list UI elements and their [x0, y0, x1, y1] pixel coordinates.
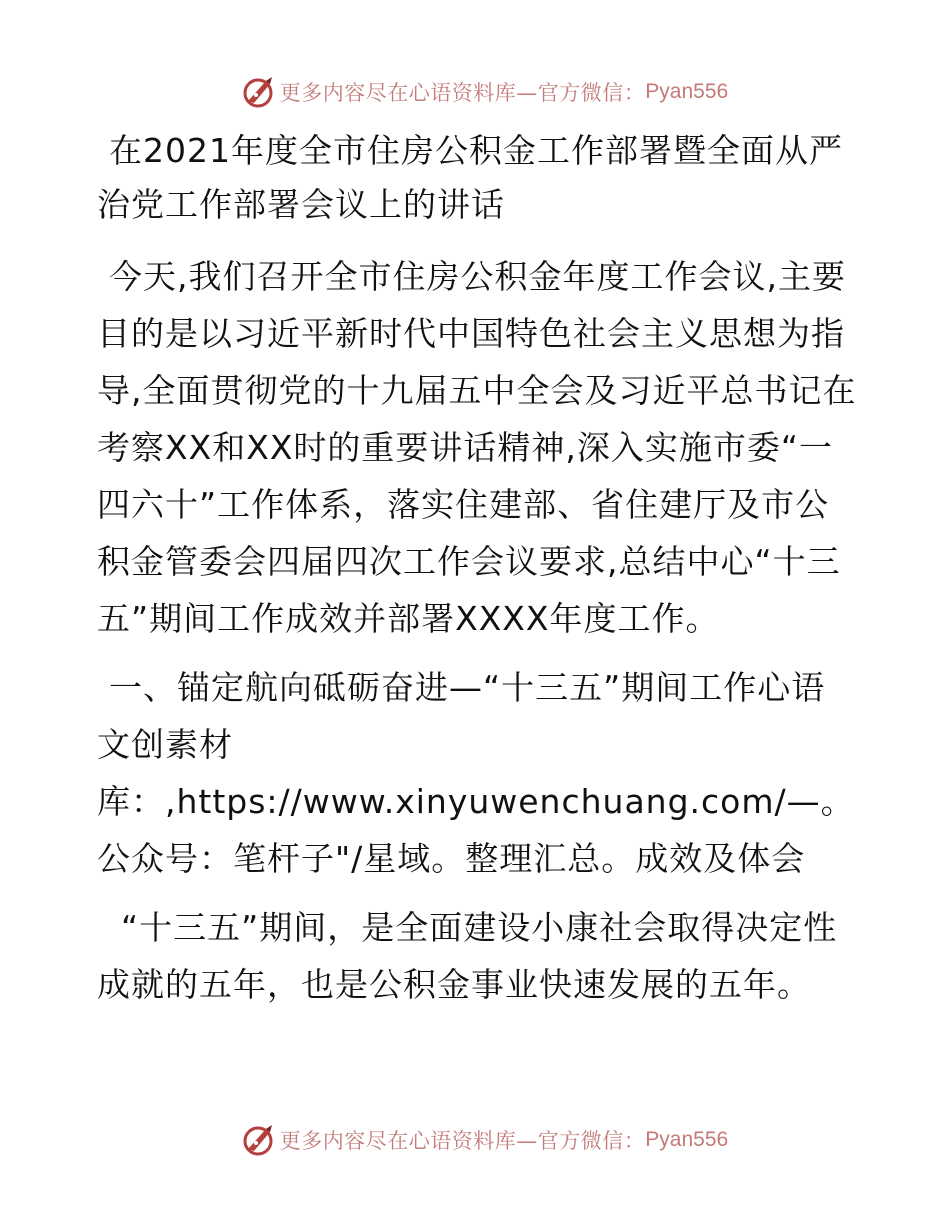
document-title: 在2021年度全市住房公积金工作部署暨全面从严治党工作部署会议上的讲话	[97, 131, 843, 224]
document-body	[97, 124, 857, 1013]
watermark-wechat-id: Pyan556	[645, 80, 729, 103]
watermark-site-text: 更多内容尽在心语资料库—官方微信：	[279, 1129, 646, 1153]
paragraph-section-1: “十三五”期间，是全面建设小康社会取得决定性成就的五年，也是公积金事业快速发展的五年。	[97, 908, 838, 1004]
quill-pen-logo-icon	[242, 1123, 276, 1157]
section-heading-1: 一、锚定航向砥砺奋进—“十三五”期间工作心语文创素材库：,https://www.xinyuwenchuang.com/—。公众号：笔杆子"/星域。整理汇总。成效及体会	[97, 668, 855, 878]
quill-pen-logo-icon	[242, 75, 276, 109]
watermark-wechat-id: Pyan556	[645, 1128, 729, 1151]
paragraph-intro: 今天,我们召开全市住房公积金年度工作会议,主要目的是以习近平新时代中国特色社会主义思想为指导,全面贯彻党的十九届五中全会及习近平总书记在考察XX和XX时的重要讲话精神,深入实施市委“一四六十”工作体系，落实住建部、省住建厅及市公积金管委会四届四次工作会议要求,总结中心“十三五”期间工作成效并部署XXXX年度工作。	[97, 257, 857, 638]
watermark-banner-top	[0, 72, 950, 112]
watermark-site-text: 更多内容尽在心语资料库—官方微信：	[279, 81, 646, 105]
watermark-banner-bottom	[0, 1120, 950, 1160]
